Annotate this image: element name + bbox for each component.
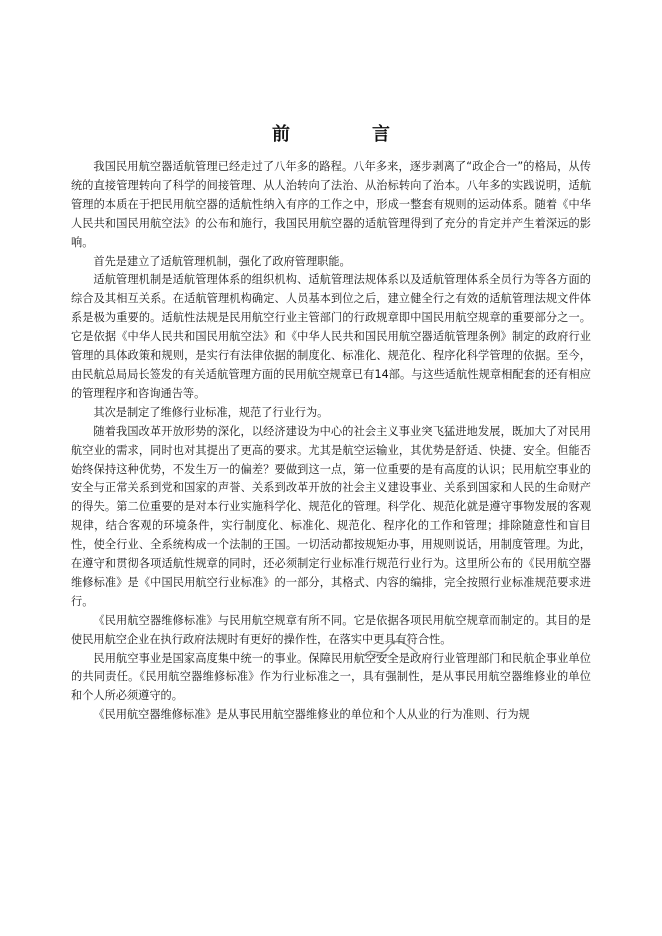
paragraph-code-of-conduct: 《民用航空器维修标准》是从事民用航空器维修业的单位和个人从业的行为准则、行为规 (93, 708, 530, 722)
paragraph-intro: 我国民用航空器适航管理已经走过了八年多的路程。八年多来，逐步剥离了“政企合一”的格局，从传统的直接管理转向了科学的间接管理、从人治转向了法治、从治标转向了治本。八年多的实践说明，适航管理的本质在于把民用航空器的适航性纳入有序的工作之中，形成一整套有规则的运动体系。随着《中华人民共和国民用航空法》的公布和施行，我国民用航空器的适航管理得到了充分的肯定并产生着深远的影响。 (71, 160, 591, 249)
ink-smudge (360, 638, 420, 664)
paragraph-first-point: 首先是建立了适航管理机制，强化了政府管理职能。 (93, 254, 351, 268)
body-text (71, 158, 591, 725)
title-char-1: 前 (272, 124, 290, 146)
page-title (0, 120, 662, 146)
paragraph-mechanism: 适航管理机制是适航管理体系的组织机构、适航管理法规体系以及适航管理体系全员行为等各方面的综合及其相互关系。在适航管理机构确定、人员基本到位之后，建立健全行之有效的适航管理法规文件体系是极为重要的。适航性法规是民用航空行业主管部门的行政规章即中国民用航空规章的重要部分之一。它是依据《中华人民共和国民用航空法》和《中华人民共和国民用航空器适航管理条例》制定的政府行业管理的具体政策和规则，是实行有法律依据的制度化、标准化、规范化、程序化科学管理的依据。至今，由民航总局局长签发的有关适航管理方面的民用航空规章已有14部。与这些适航性规章相配套的还有相应的管理程序和咨询通告等。 (71, 273, 591, 400)
paragraph-second-point: 其次是制定了维修行业标准，规范了行业行为。 (93, 405, 329, 419)
paragraph-reform: 随着我国改革开放形势的深化，以经济建设为中心的社会主义事业突飞猛进地发展，既加大了对民用航空业的需求，同时也对其提出了更高的要求。尤其是航空运输业，其优势是舒适、快捷、安全。但能否始终保持这种优势，不发生万一的偏差？要做到这一点，第一位重要的是有高度的认识；民用航空事业的安全与正常关系到党和国家的声誉、关系到改革开放的社会主义建设事业、关系到国家和人民的生命财产的得失。第二位重要的是对本行业实施科学化、规范化的管理。科学化、规范化就是遵守事物发展的客观规律，结合客观的环境条件，实行制度化、标准化、规范化、程序化的工作和管理；排除随意性和盲目性，使全行业、全系统构成一个法制的王国。一切活动都按规矩办事，用规则说话，用制度管理。为此，在遵守和贯彻各项适航性规章的同时，还必须制定行业标准行规范行业行为。这里所公布的《民用航空器维修标准》是《中国民用航空行业标准》的一部分，其格式、内容的编排，完全按照行业标准规范要求进行。 (71, 424, 591, 608)
paragraph-standard-vs-regulation: 《民用航空器维修标准》与民用航空规章有所不同。它是依据各项民用航空规章而制定的。其目的是使民用航空企业在执行政府法规时有更好的操作性，在落实中更具有符合性。 (71, 613, 591, 646)
title-char-2: 言 (372, 124, 390, 146)
paragraph-responsibility: 民用航空事业是国家高度集中统一的事业。保障民用航空安全是政府行业管理部门和民航企事业单位的共同责任。《民用航空器维修标准》作为行业标准之一，具有强制性，是从事民用航空器维修业的单位和个人所必须遵守的。 (71, 651, 591, 703)
